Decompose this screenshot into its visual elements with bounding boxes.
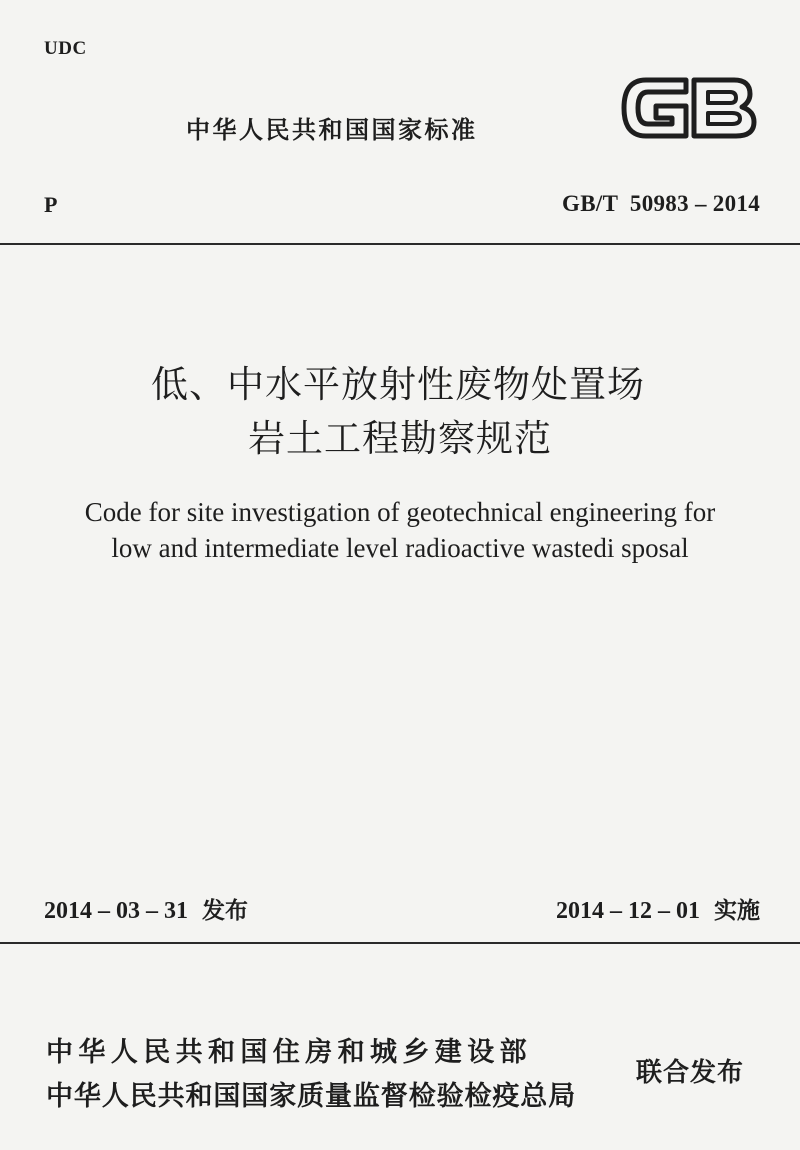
issuer-quality-supervision: 中华人民共和国国家质量监督检验检疫总局	[46, 1081, 577, 1112]
title-chinese-line2: 岩土工程勘察规范	[248, 417, 552, 460]
issue-date: 2014 – 03 – 31	[44, 898, 188, 924]
implement-date-block	[556, 892, 760, 925]
implement-label: 实施	[714, 898, 760, 924]
bottom-divider	[0, 942, 800, 944]
title-english-line1: Code for site investigation of geotechnical engineering for	[84, 497, 716, 527]
title-english-line2: low and intermediate level radioactive wastedi sposal	[111, 533, 689, 563]
issue-label: 发布	[202, 898, 248, 924]
udc-label: UDC	[44, 38, 87, 59]
top-divider	[0, 243, 800, 245]
title-chinese-line1: 低、中水平放射性废物处置场	[151, 363, 645, 406]
gb-logo-icon	[616, 66, 762, 150]
issuer-ministry-housing: 中华人民共和国住房和城乡建设部	[46, 1037, 532, 1068]
joint-issue-label: 联合发布	[636, 1058, 745, 1088]
classification-code: P	[44, 192, 58, 217]
standard-number: GB/T 50983 – 2014	[562, 191, 760, 216]
implement-date: 2014 – 12 – 01	[556, 898, 700, 924]
national-standard-heading: 中华人民共和国国家标准	[186, 116, 478, 144]
issue-date-block	[44, 892, 248, 925]
